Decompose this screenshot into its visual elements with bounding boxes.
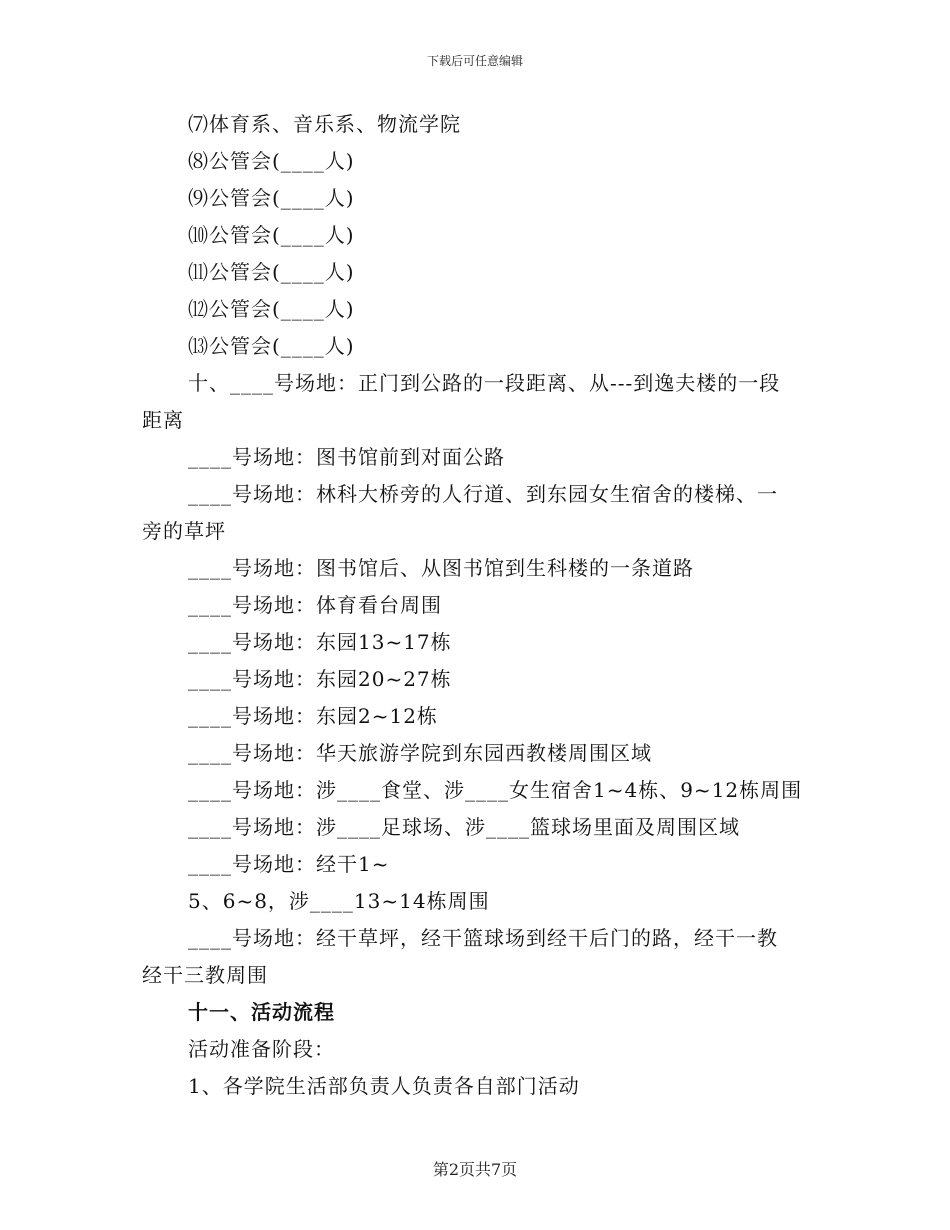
text-line: ____号场地：华天旅游学院到东园西教楼周围区域 — [188, 741, 652, 765]
text-line: ⒀公管会(____人) — [188, 334, 355, 358]
page-header: 下载后可任意编辑 — [426, 54, 523, 68]
text-line: ____号场地：图书馆前到对面公路 — [188, 445, 505, 469]
text-line: ⑻公管会(____人) — [188, 149, 355, 173]
text-line: ⑼公管会(____人) — [188, 186, 355, 210]
text-line: 十、____号场地：正门到公路的一段距离、从---到逸夫楼的一段 — [188, 371, 781, 395]
text-line: 活动准备阶段： — [188, 1037, 335, 1061]
text-line: ⑺体育系、音乐系、物流学院 — [188, 112, 461, 136]
text-line: ____号场地：涉____食堂、涉____女生宿舍1~4栋、9~12栋周围 — [188, 778, 803, 802]
text-line: 距离 — [142, 408, 184, 432]
text-line: ⑾公管会(____人) — [188, 260, 355, 284]
text-line: ⑿公管会(____人) — [188, 297, 355, 321]
text-line: 十一、活动流程 — [188, 1000, 335, 1024]
document-body — [142, 106, 812, 1105]
text-line: ____号场地：涉____足球场、涉____篮球场里面及周围区域 — [188, 815, 740, 839]
text-line: ____号场地：体育看台周围 — [188, 593, 442, 617]
text-line: ____号场地：东园13~17栋 — [188, 630, 452, 654]
text-line: 5、6~8，涉____13~14栋周围 — [188, 889, 490, 913]
text-line: ____号场地：图书馆后、从图书馆到生科楼的一条道路 — [188, 556, 694, 580]
page-footer: 第2页共7页 — [432, 1160, 518, 1179]
text-line: 1、各学院生活部负责人负责各自部门活动 — [188, 1074, 580, 1098]
text-line: ____号场地：东园20~27栋 — [188, 667, 452, 691]
text-line: ____号场地：林科大桥旁的人行道、到东园女生宿舍的楼梯、一 — [188, 482, 778, 506]
text-line: ____号场地：东园2~12栋 — [188, 704, 438, 728]
text-line: ____号场地：经干1~ — [188, 852, 390, 876]
text-line: ____号场地：经干草坪，经干篮球场到经干后门的路，经干一教 — [188, 926, 778, 950]
text-line: ⑽公管会(____人) — [188, 223, 355, 247]
text-line: 旁的草坪 — [142, 519, 226, 543]
text-line: 经干三教周围 — [142, 963, 268, 987]
